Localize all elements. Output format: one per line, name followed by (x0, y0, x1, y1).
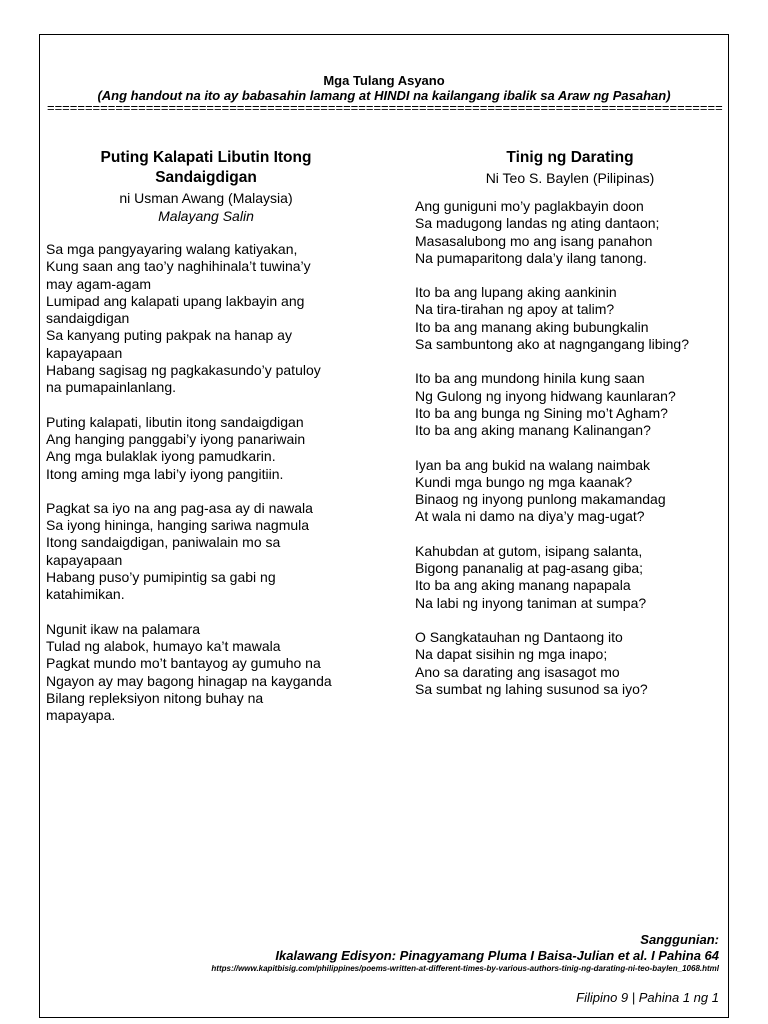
poem-line: Binaog ng inyong punlong makamandag (415, 491, 666, 508)
poem-line: Ang mga bulaklak iyong pamudkarin. (46, 448, 276, 465)
poem-line: Sa kanyang puting pakpak na hanap ay (46, 327, 292, 344)
poem-line: na pumapainlanlang. (46, 379, 176, 396)
stanza (46, 414, 366, 483)
stanza (415, 457, 725, 526)
stanza (415, 198, 725, 267)
poem-line: Sa madugong landas ng ating dantaon; (415, 215, 660, 232)
stanza (415, 629, 725, 698)
poem-line: Na dapat sisihin ng mga inapo; (415, 646, 608, 663)
reference-url: https://www.kapitbisig.com/philippines/poems-written-at-different-times-by-various-authors-tinig-ng-darating-ni-teo-baylen_1068.html (211, 964, 719, 973)
poem-line: Itong sandaigdigan, paniwalain mo sa (46, 534, 281, 551)
poem-line: At wala ni damo na diya’y mag-ugat? (415, 508, 645, 525)
poem-line: Ngayon ay may bagong hinagap na kayganda (46, 672, 332, 689)
poem-1-author: ni Usman Awang (Malaysia) (119, 190, 293, 206)
poem-line: Ito ba ang bunga ng Sining mo’t Agham? (415, 404, 668, 421)
handout-note: (Ang handout na ito ay babasahin lamang at HINDI na kailangang ibalik sa Araw ng Pasahan) (97, 88, 671, 103)
poem-1-stanzas (46, 241, 366, 724)
stanza (415, 370, 725, 439)
stanza (415, 284, 725, 353)
reference-label: Sanggunian: (640, 932, 719, 947)
poem-line: Ito ba ang aking manang napapala (415, 577, 631, 594)
poem-line: Ang hanging panggabi’y iyong panariwain (46, 430, 306, 447)
poem-line: Iyan ba ang bukid na walang naimbak (415, 456, 651, 473)
poem-2-title: Tinig ng Darating (506, 149, 634, 166)
poem-line: Bigong pananalig at pag-asang giba; (415, 560, 644, 577)
stanza (46, 500, 366, 604)
poem-1-subtitle: Malayang Salin (158, 208, 254, 224)
poem-line: Puting kalapati, libutin itong sandaigdigan (46, 413, 304, 430)
header-divider: ========================================================================================= (47, 100, 723, 115)
poem-line: Masasalubong mo ang isang panahon (415, 232, 653, 249)
poem-1-column (46, 148, 366, 741)
poem-line: Habang puso’y pumipintig sa gabi ng (46, 569, 276, 586)
stanza (46, 241, 366, 397)
poem-line: Ng Gulong ng inyong hidwang kaunlaran? (415, 387, 676, 404)
page-number: Filipino 9 | Pahina 1 ng 1 (576, 990, 719, 1005)
poem-line: Ngunit ikaw na palamara (46, 620, 201, 637)
poem-line: Lumipad ang kalapati upang lakbayin ang (46, 292, 305, 309)
poem-line: Na pumaparitong dala’y ilang tanong. (415, 249, 647, 266)
poem-line: Bilang repleksiyon nitong buhay na (46, 689, 264, 706)
poem-2-stanzas (415, 198, 725, 698)
poem-line: sandaigdigan (46, 310, 130, 327)
poem-1-title-line: Puting Kalapati Libutin Itong (100, 149, 312, 166)
poem-line: Sa sambuntong ako at nagngangang libing? (415, 336, 689, 353)
stanza (415, 543, 725, 612)
poem-2-column (415, 148, 725, 715)
poem-line: Sa iyong hininga, hanging sariwa nagmula (46, 517, 310, 534)
poem-line: Tulad ng alabok, humayo ka’t mawala (46, 637, 281, 654)
poem-line: Ito ba ang aking manang Kalinangan? (415, 422, 651, 439)
poem-line: Kahubdan at gutom, isipang salanta, (415, 542, 643, 559)
poem-2-author: Ni Teo S. Baylen (Pilipinas) (485, 170, 655, 186)
poem-line: Na tira-tirahan ng apoy at talim? (415, 301, 615, 318)
poem-line: Kundi mga bungo ng mga kaanak? (415, 473, 633, 490)
poem-line: O Sangkatauhan ng Dantaong ito (415, 628, 623, 645)
poem-line: Habang sagisag ng pagkakasundo’y patuloy (46, 362, 321, 379)
poem-line: Sa sumbat ng lahing susunod sa iyo? (415, 680, 648, 697)
poem-line: Pagkat sa iyo na ang pag-asa ay di nawala (46, 499, 313, 516)
poem-line: Ano sa darating ang isasagot mo (415, 663, 620, 680)
poem-line: kapayapaan (46, 344, 123, 361)
poem-line: Itong aming mga labi’y iyong pangitiin. (46, 465, 284, 482)
poem-line: Ito ba ang manang aking bubungkalin (415, 318, 649, 335)
poem-line: Ito ba ang mundong hinila kung saan (415, 370, 645, 387)
poem-line: katahimikan. (46, 586, 125, 603)
poem-line: may agam-agam (46, 275, 152, 292)
poem-line: kapayapaan (46, 551, 123, 568)
poem-line: mapayapa. (46, 707, 116, 724)
poem-1-title (46, 148, 366, 188)
poem-line: Ito ba ang lupang aking aankinin (415, 284, 617, 301)
stanza (46, 621, 366, 725)
poem-line: Sa mga pangyayaring walang katiyakan, (46, 241, 298, 257)
handout-title: Mga Tulang Asyano (323, 73, 445, 88)
reference-citation: Ikalawang Edisyon: Pinagyamang Pluma I Baisa-Julian et al. I Pahina 64 (275, 948, 719, 963)
poem-line: Kung saan ang tao’y naghihinala’t tuwina’y (46, 258, 311, 275)
poem-line: Na labi ng inyong taniman at sumpa? (415, 594, 647, 611)
poem-line: Pagkat mundo mo’t bantayog ay gumuho na (46, 655, 321, 672)
poem-line: Ang guniguni mo’y paglakbayin doon (415, 198, 644, 214)
poem-1-title-line: Sandaigdigan (155, 169, 257, 186)
